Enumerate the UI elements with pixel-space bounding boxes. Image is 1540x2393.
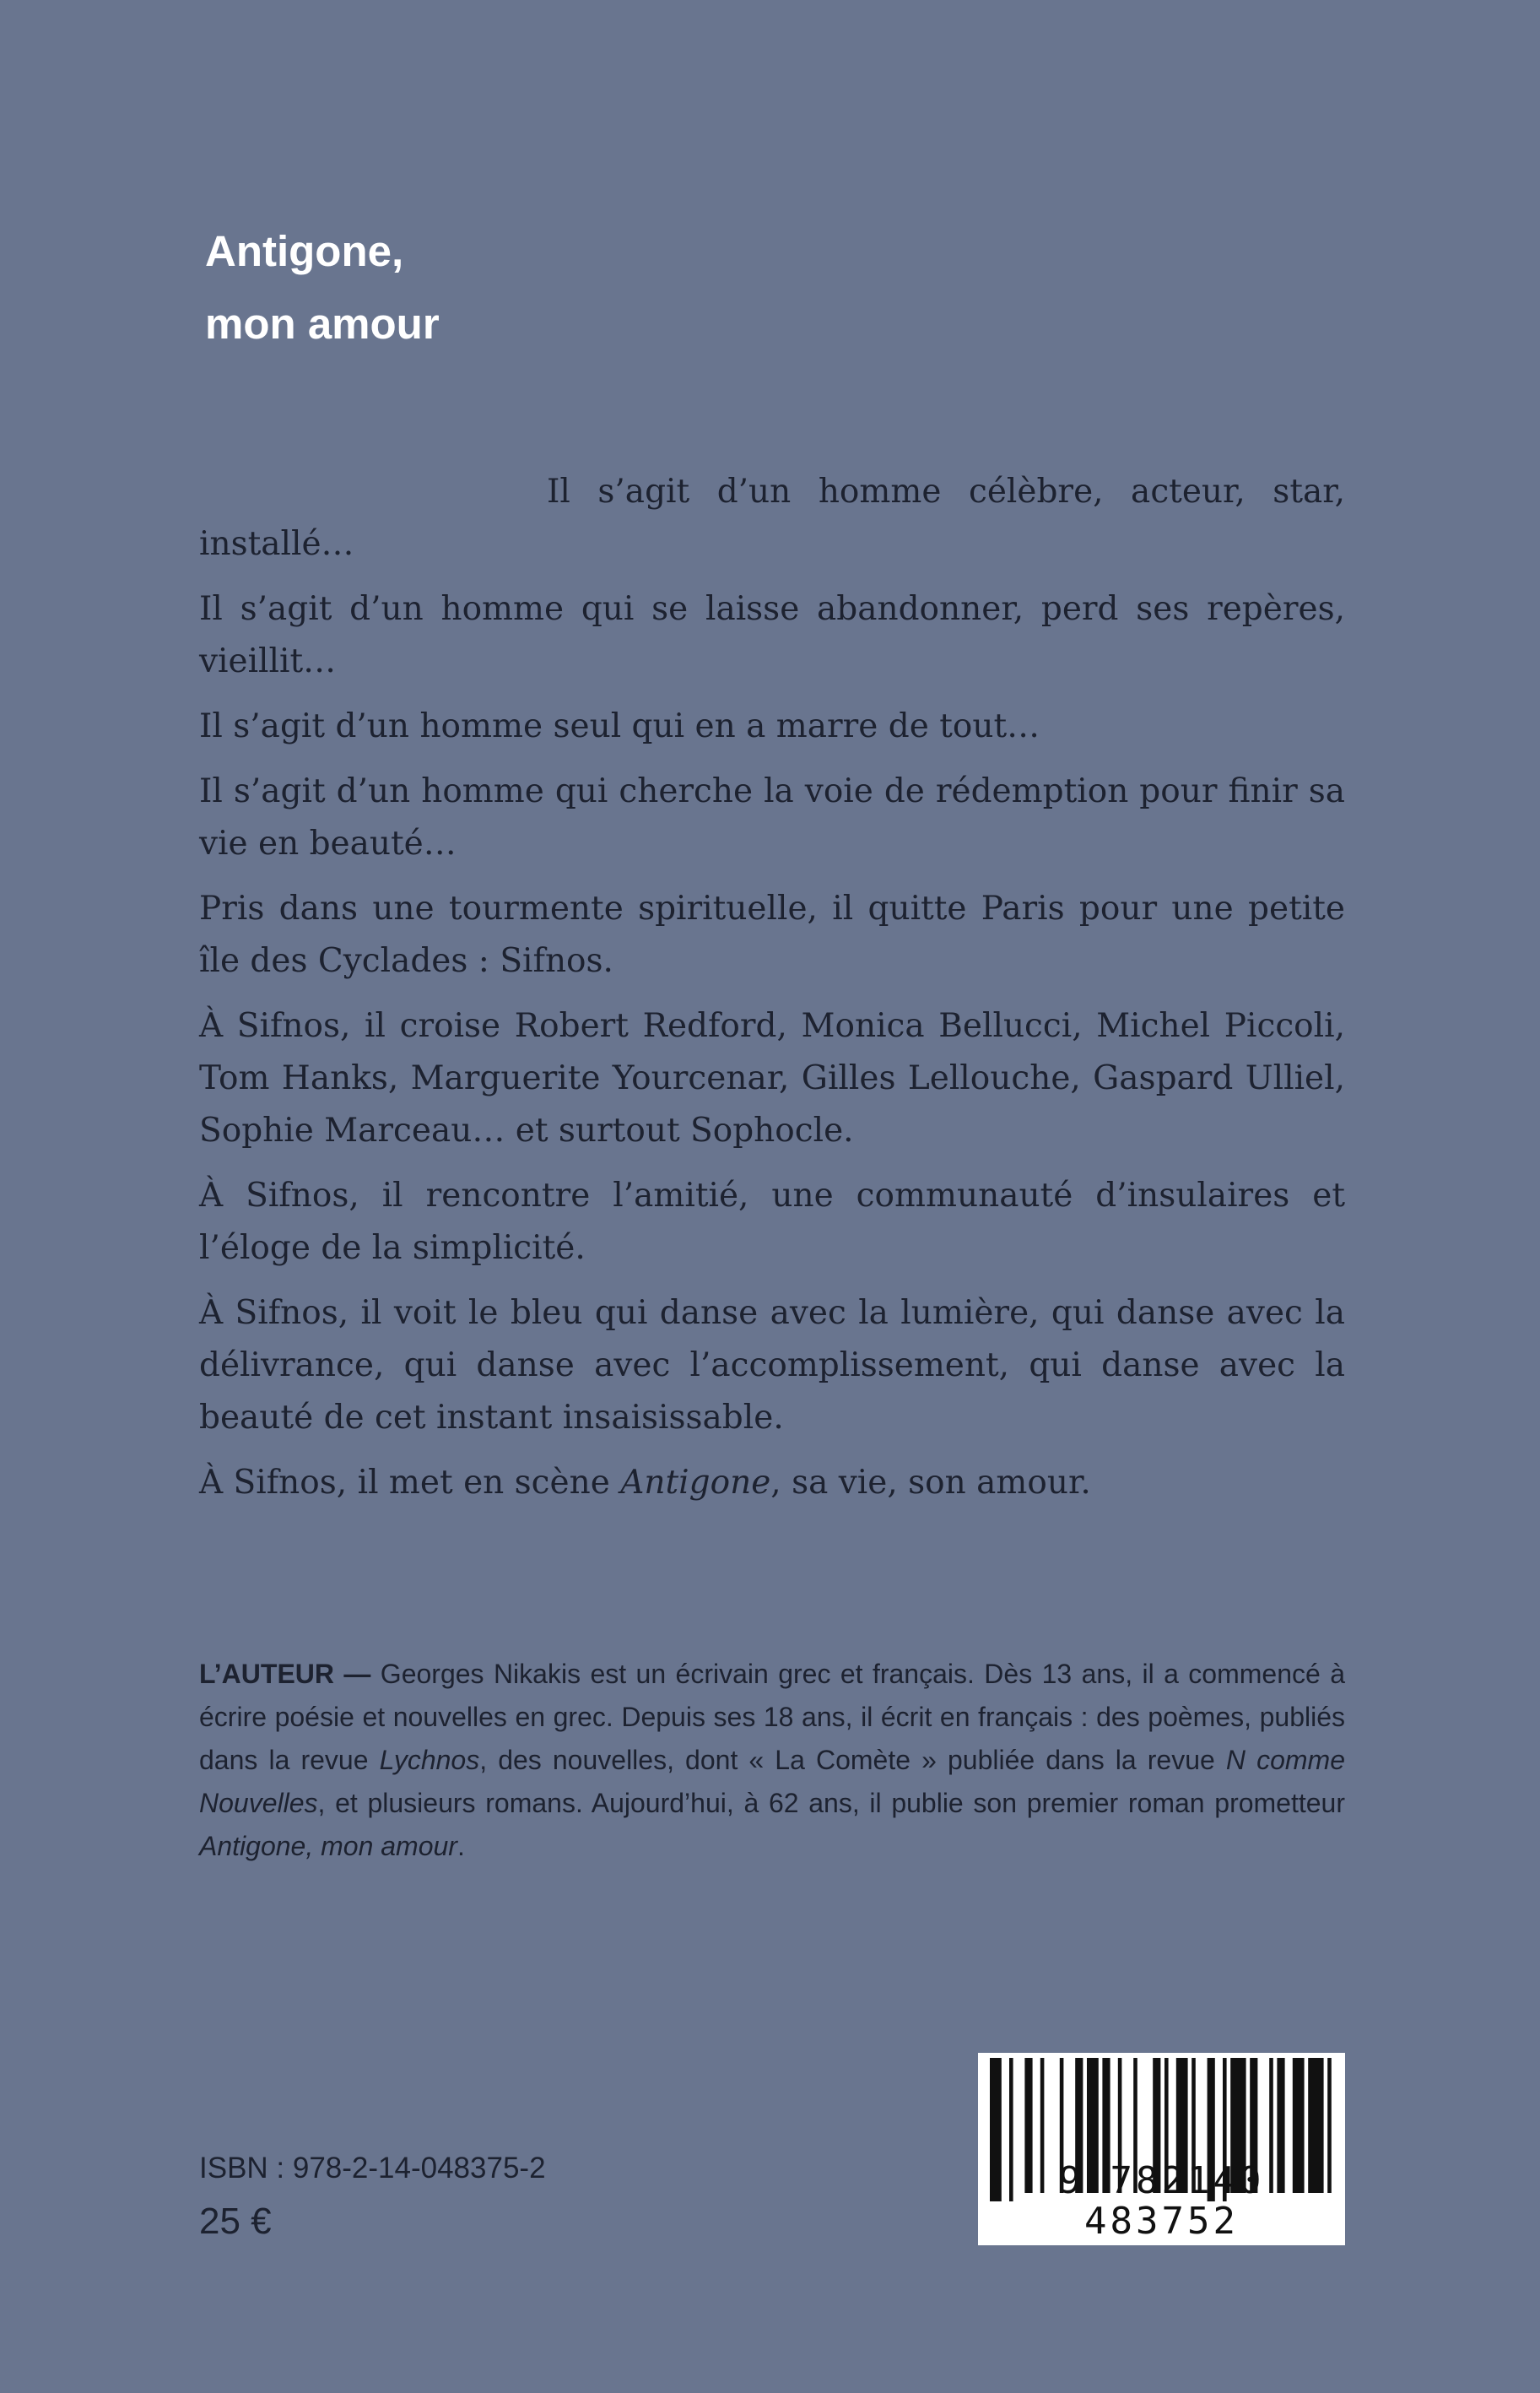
blurb-p9-end: , sa vie, son amour. [770, 1464, 1091, 1502]
blurb-paragraph-4: Il s’agit d’un homme qui cherche la voie de rédemption pour finir sa vie en beauté… [199, 772, 1345, 863]
author-italic-n-comme-nouvelles: N comme Nouvelles [199, 1745, 1346, 1818]
author-bio [199, 1653, 1345, 1868]
blurb-paragraph-2: Il s’agit d’un homme qui se laisse abandonner, perd ses repères, vieillit… [199, 590, 1345, 680]
author-italic-lychnos: Lychnos [379, 1745, 480, 1775]
blurb-paragraph-8: À Sifnos, il voit le bleu qui danse avec la lumière, qui danse avec la délivrance, qui danse avec l’accomplissement, qui danse avec la beauté de cet instant insaisissable. [199, 1294, 1345, 1437]
blurb-paragraph-1: Il s’agit d’un homme célèbre, acteur, star, installé… [199, 473, 1345, 563]
author-text-2: , des nouvelles, dont « La Comète » publiée dans la revue [479, 1745, 1226, 1775]
blurb-paragraph-6: À Sifnos, il croise Robert Redford, Monica Bellucci, Michel Piccoli, Tom Hanks, Marguerite Yourcenar, Gilles Lellouche, Gaspard Ulliel, Sophie Marceau… et surtout Sophocle. [199, 1007, 1345, 1150]
price: 25 € [199, 2201, 272, 2242]
barcode [978, 2053, 1345, 2245]
book-title [205, 215, 440, 360]
author-italic-antigone: Antigone, mon amour [199, 1831, 457, 1861]
blurb-p9-italic-title: Antigone [620, 1464, 771, 1502]
author-text-3: , et plusieurs romans. Aujourd’hui, à 62 ans, il publie son premier roman prometteur [317, 1788, 1345, 1818]
author-text-4: . [457, 1831, 465, 1861]
isbn: ISBN : 978-2-14-048375-2 [199, 2152, 546, 2185]
blurb-paragraph-3: Il s’agit d’un homme seul qui en a marre de tout… [199, 707, 1040, 745]
blurb-paragraph-5: Pris dans une tourmente spirituelle, il quitte Paris pour une petite île des Cyclades : Sifnos. [199, 890, 1345, 980]
author-label: L’AUTEUR — [199, 1659, 371, 1689]
blurb-paragraph-7: À Sifnos, il rencontre l’amitié, une communauté d’insulaires et l’éloge de la simplicité. [199, 1177, 1345, 1267]
blurb-paragraph-9 [199, 1457, 1345, 1509]
barcode-digits: 9 782140 483752 [1058, 2159, 1265, 2243]
author-text-1: Georges Nikakis est un écrivain grec et français. Dès 13 ans, il a commencé à écrire poésie et nouvelles en grec. Depuis ses 18 ans, il écrit en français : des poèmes, publiés dans la revue [199, 1659, 1346, 1775]
book-title-line-1: Antigone, [205, 227, 404, 275]
blurb [199, 466, 1345, 1522]
book-title-line-2: mon amour [205, 300, 440, 348]
blurb-p9-start: À Sifnos, il met en scène [199, 1464, 621, 1502]
